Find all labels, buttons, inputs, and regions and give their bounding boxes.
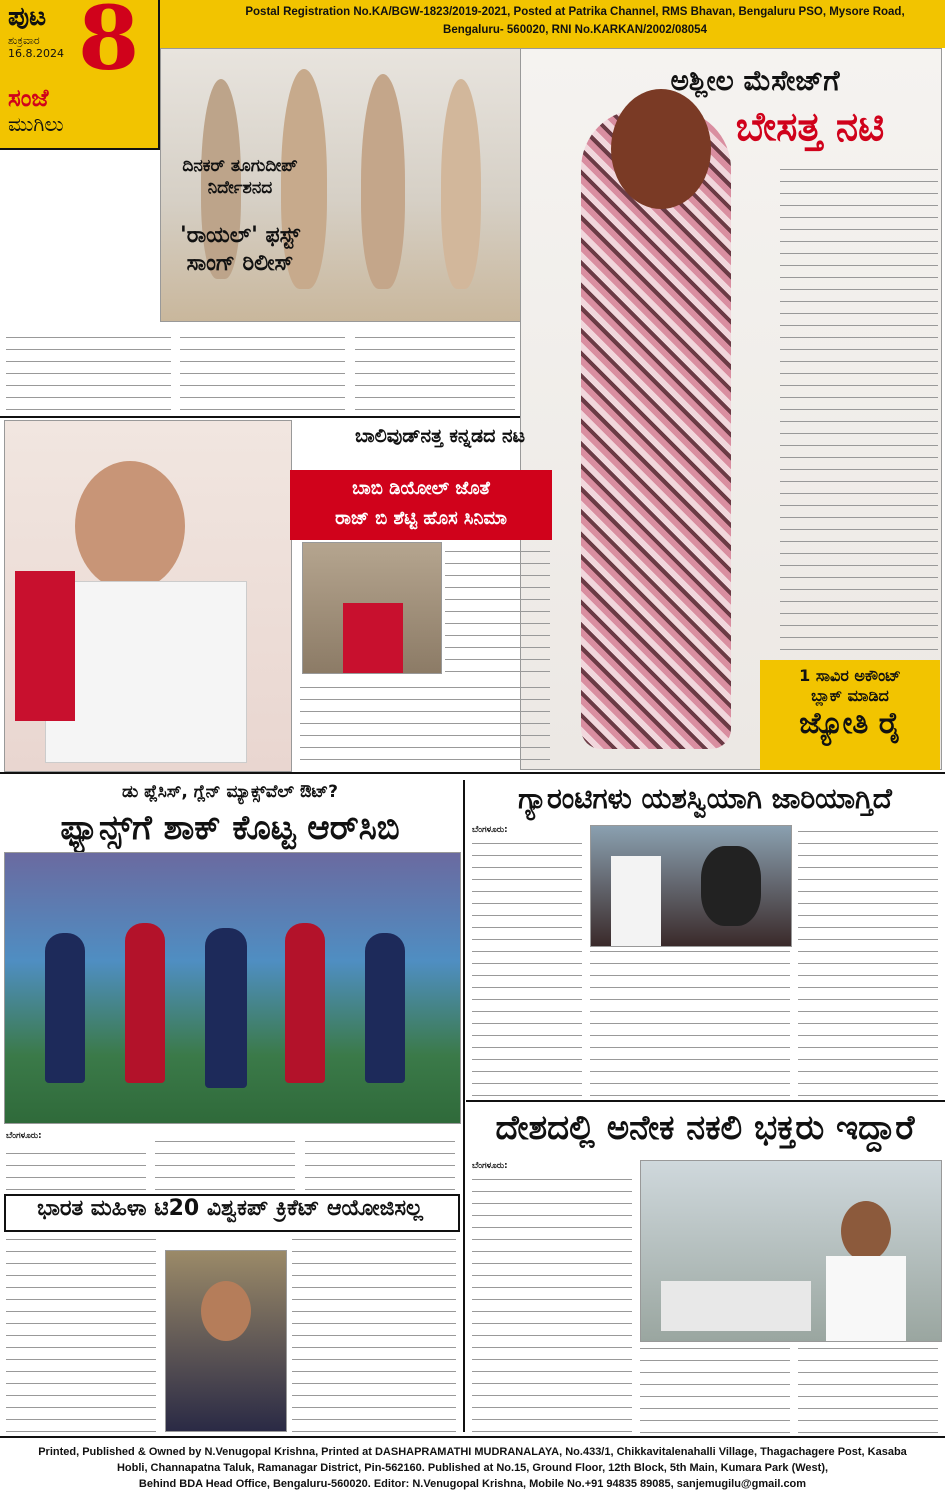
dk-shivakumar-photo	[640, 1160, 942, 1342]
bollywood-text-col-1	[445, 542, 550, 672]
cm-tribute-photo	[590, 825, 792, 947]
bollywood-kicker: ಬಾಲಿವುಡ್‌ನತ್ತ ಕನ್ನಡದ ನಟ	[354, 425, 526, 447]
page-label: ಪುಟ	[8, 2, 47, 32]
bollywood-banner	[290, 470, 552, 540]
desha-dateline-wrap	[472, 1160, 632, 1172]
callout-line-2: ಬ್ಲಾಕ್ ಮಾಡಿದ	[811, 686, 889, 705]
desha-text-col-1	[472, 1172, 632, 1432]
divider	[0, 416, 520, 418]
callout-line-3: ಜ್ಯೋತಿ ರೈ	[799, 706, 901, 741]
divider	[466, 1100, 945, 1102]
guarantee-text-col-2	[590, 950, 790, 1096]
page-number: 8	[78, 0, 140, 90]
registration-line-1: Postal Registration No.KA/BGW-1823/2019-2021, Posted at Patrika Channel, RMS Bhavan, Bengaluru PSO, Mysore Road,	[245, 6, 905, 18]
royal-text-col-2	[180, 328, 345, 410]
actress-headline-1: ಅಶ್ಲೀಲ ಮೆಸೇಜ್‌ಗೆ	[670, 64, 840, 97]
rcb-text-col-3	[305, 1130, 455, 1190]
rcb-dateline: ಬೆಂಗಳೂರು:	[6, 1131, 42, 1141]
weekday: ಶುಕ್ರವಾರ	[8, 34, 40, 47]
desha-dateline: ಬೆಂಗಳೂರು:	[472, 1161, 508, 1171]
guarantee-text-col-3	[798, 824, 938, 1096]
raj-b-shetty-photo	[4, 420, 292, 772]
rcb-headline: ಫ್ಯಾನ್ಸ್‌ಗೆ ಶಾಕ್ ಕೊಟ್ಟ ಆರ್‌ಸಿಬಿ	[60, 808, 400, 848]
royal-text-col-3	[355, 328, 515, 410]
rcb-text-col-1-body	[6, 1142, 146, 1190]
raj-b-shetty-inset-photo	[302, 542, 442, 674]
guarantee-dateline-wrap	[472, 824, 582, 836]
rcb-text-col-2	[155, 1130, 295, 1190]
t20-headline: ಭಾರತ ಮಹಿಳಾ ಟಿ20 ವಿಶ್ವಕಪ್ ಕ್ರಿಕೆಟ್ ಆಯೋಜಿಸಲ್ಲ	[37, 1196, 423, 1221]
desha-headline: ದೇಶದಲ್ಲಿ ಅನೇಕ ನಕಲಿ ಭಕ್ತರು ಇದ್ದಾರೆ	[495, 1108, 915, 1148]
royal-headline-2: 'ರಾಯಲ್' ಫಸ್ಟ್ ಸಾಂಗ್ ರಿಲೀಸ್	[180, 223, 300, 276]
banner-line-1: ಬಾಬಿ ಡಿಯೋಲ್ ಜೊತೆ	[352, 478, 490, 499]
divider	[0, 772, 945, 774]
t20-text-col-2	[292, 1236, 456, 1432]
guarantee-headline: ಗ್ಯಾರಂಟಿಗಳು ಯಶಸ್ವಿಯಾಗಿ ಜಾರಿಯಾಗ್ತಿದೆ	[518, 782, 892, 815]
imprint-line-2: Hobli, Channapatna Taluk, Ramanagar District, Pin-562160. Published at No.15, Ground Floor, 12th Block, 5th Main, Kumara Park (West),	[116, 1462, 829, 1474]
callout-line-1: 1 ಸಾವಿರ ಅಕೌಂಟ್	[799, 666, 901, 685]
bollywood-text-col-2	[300, 680, 550, 760]
banner-line-2: ರಾಜ್ ಬಿ ಶೆಟ್ಟಿ ಹೊಸ ಸಿನಿಮಾ	[335, 508, 507, 529]
imprint-footer	[0, 1436, 945, 1490]
paper-name-line-1: ಸಂಜೆ	[8, 84, 49, 112]
actress-text-col	[780, 160, 938, 650]
column-divider	[463, 780, 465, 1432]
rcb-players-photo	[4, 852, 461, 1124]
t20-text-col-1	[6, 1236, 156, 1432]
rcb-kicker: ಡು ಪ್ಲೆಸಿಸ್, ಗ್ಲೆನ್ ಮ್ಯಾಕ್ಸ್‌ವೆಲ್ ಔಟ್?	[122, 782, 338, 802]
jay-shah-photo	[165, 1250, 287, 1432]
royal-headline-1: ದಿನಕರ್ ತೂಗುದೀಪ್ ನಿರ್ದೇಶನದ	[182, 156, 298, 198]
registration-line-2: Bengaluru- 560020, RNI No.KARKAN/2002/08054	[443, 24, 707, 36]
actress-callout-box	[760, 660, 940, 770]
paper-name-line-2: ಮುಗಿಲು	[8, 112, 64, 136]
desha-text-col-2	[640, 1345, 790, 1433]
actress-headline-2: ಬೇಸತ್ತ ನಟಿ	[735, 104, 885, 150]
guarantee-text-col-1	[472, 836, 582, 1096]
desha-text-col-3	[798, 1345, 938, 1433]
imprint-line-1: Printed, Published & Owned by N.Venugopal Krishna, Printed at DASHAPRAMATHI MUDRANALAYA, No.433/1, Chikkavitalenahalli Village, Thagachagere Post, Kasaba	[38, 1446, 907, 1458]
royal-text-col-1	[6, 328, 171, 410]
issue-date: 16.8.2024	[8, 47, 64, 60]
page-badge	[0, 0, 160, 150]
guarantee-dateline: ಬೆಂಗಳೂರು:	[472, 825, 508, 835]
imprint-line-3: Behind BDA Head Office, Bengaluru-560020. Editor: N.Venugopal Krishna, Mobile No.+91 94835 89085, sanjemugilu@gmail.com	[138, 1478, 807, 1490]
